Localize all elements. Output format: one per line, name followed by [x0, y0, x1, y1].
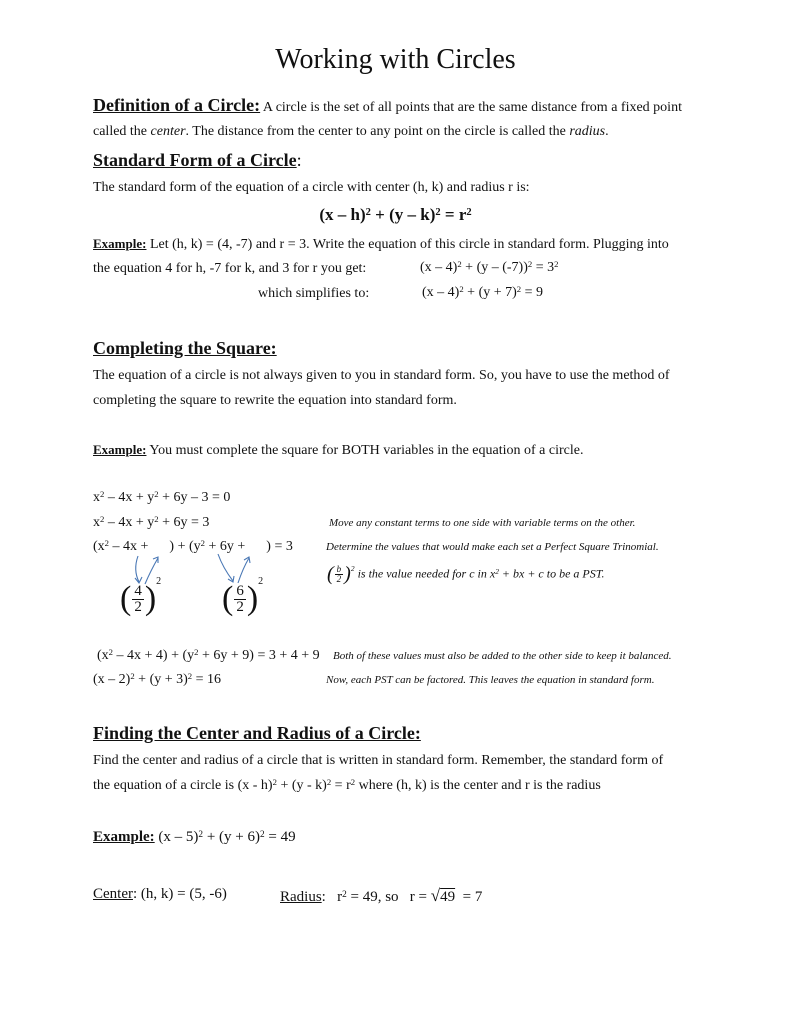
example-label: Example: [93, 236, 147, 251]
square-root-icon: √ [430, 886, 441, 905]
example-label: Example: [93, 442, 147, 457]
step-2-note: Move any constant terms to one side with variable terms on the other. [329, 517, 636, 529]
step-3-note: Determine the values that would make each set a Perfect Square Trinomial. [326, 541, 659, 553]
step-4-equation: $(x^2 - 4x + 4) + (y^2 + 6y + 9) = 3 + 4 + 9$ [97, 647, 320, 663]
standard-form-heading-row [93, 150, 302, 171]
radius-result [280, 886, 482, 906]
center-result [93, 886, 227, 903]
step-5-equation: $(x - 2)^2 + (y + 3)^2 = 16$ [93, 671, 222, 687]
standard-form-heading: Standard Form of a Circle [93, 150, 297, 170]
definition-line-1 [93, 95, 682, 116]
fraction-numerator: 6 [236, 582, 244, 599]
example-text: Let (h, k) = (4, -7) and r = 3. Write the equation of this circle in standard form. Plugging into [146, 237, 669, 252]
definition-text: called the [93, 124, 151, 139]
definition-line-2 [93, 124, 609, 140]
fraction-numerator: 4 [134, 582, 142, 599]
finding-example-equation: $(x - 5)^2 + (y + 6)^2 = 49$ [154, 829, 296, 845]
completing-para-1: The equation of a circle is not always given to you in standard form. So, you have to use the method of [93, 368, 670, 383]
fraction-denominator: 2 [134, 598, 142, 615]
center-label: Center [93, 886, 133, 902]
arrow-down-left-icon [136, 556, 139, 582]
page-title: Working with Circles [275, 44, 516, 75]
step-1-equation: $x^2 - 4x + y^2 + 6y - 3 = 0$ [93, 489, 231, 505]
simplifies-label: which simplifies to: [258, 286, 370, 301]
definition-text: . The distance from the center to any point on the circle is called the [185, 124, 570, 139]
completing-para-2: completing the square to rewrite the equation into standard form. [93, 393, 457, 408]
step-3-equation: ($x^2 - 4x$ + ) + ($y^2 + 6y$ + ) = 3 [93, 538, 293, 554]
radius-label: Radius [280, 889, 322, 905]
standard-form-intro: The standard form of the equation of a circle with center (h, k) and radius r is: [93, 180, 530, 195]
standard-form-equation-1: $(x - 4)^2 + (y - (-7))^2 = 3^2$ [420, 259, 559, 275]
standard-form-example-line-2: the equation 4 for h, -7 for k, and 3 for r you get: [93, 261, 367, 276]
finding-para-2: the equation of a circle is $(x - h)^2 + (y - k)^2 = r^2$ where (h, k) is the center and r is the radius [93, 777, 601, 793]
finding-example-row [93, 829, 296, 846]
finding-heading: Finding the Center and Radius of a Circle: [93, 723, 421, 743]
square-root-radicand: 49 [440, 889, 456, 905]
fraction-six-halves-squared: ( $\frac{6}{2}$ )$^2$ [222, 576, 264, 617]
step-2-equation: $x^2 - 4x + y^2 + 6y = 3$ [93, 514, 210, 530]
step-4-note: Both of these values must also be added to the other side to keep it balanced. [333, 650, 672, 662]
center-value: : (h, k) = (5, -6) [132, 886, 227, 902]
example-text: You must complete the square for BOTH variables in the equation of a circle. [146, 443, 584, 458]
example-label: Example: [93, 829, 155, 845]
completing-square-heading: Completing the Square: [93, 338, 277, 358]
arrow-down-right-icon [218, 554, 233, 581]
pst-text: is the value needed for c in x [354, 566, 496, 581]
center-term: center [150, 124, 186, 139]
radius-term: radius [569, 124, 606, 139]
standard-form-example-line-1 [93, 236, 669, 253]
definition-heading: Definition of a Circle: [93, 95, 261, 115]
fraction-four-halves-squared: ( $\frac{4}{2}$ )$^2$ [120, 576, 162, 617]
fraction-denominator: 2 [236, 598, 244, 615]
definition-text: . [605, 124, 609, 139]
standard-form-formula: $(x - h)^2 + (y - k)^2 = r^2$ [319, 205, 472, 224]
heading-colon: : [296, 150, 302, 170]
pst-text: + bx + c to be a PST. [498, 566, 605, 581]
completing-example-line [93, 442, 583, 459]
step-5-note: Now, each PST can be factored. This leaves the equation in standard form. [326, 674, 655, 686]
pst-fraction-denominator: 2 [336, 574, 342, 584]
standard-form-equation-2: $(x - 4)^2 + (y + 7)^2 = 9$ [422, 284, 544, 300]
finding-para-1: Find the center and radius of a circle that is written in standard form. Remember, the standard form of [93, 753, 664, 768]
radius-value: : $r^2 = 49$, so r = √49 = 7 [321, 886, 483, 905]
definition-text: A circle is the set of all points that are the same distance from a fixed point [260, 100, 682, 115]
pst-rule: ( $\frac{b}{2}$ )$^2$ is the value needed for c in $x^2$ + bx + c to be a PST. [327, 563, 605, 585]
pst-fraction-numerator: b [336, 564, 342, 574]
